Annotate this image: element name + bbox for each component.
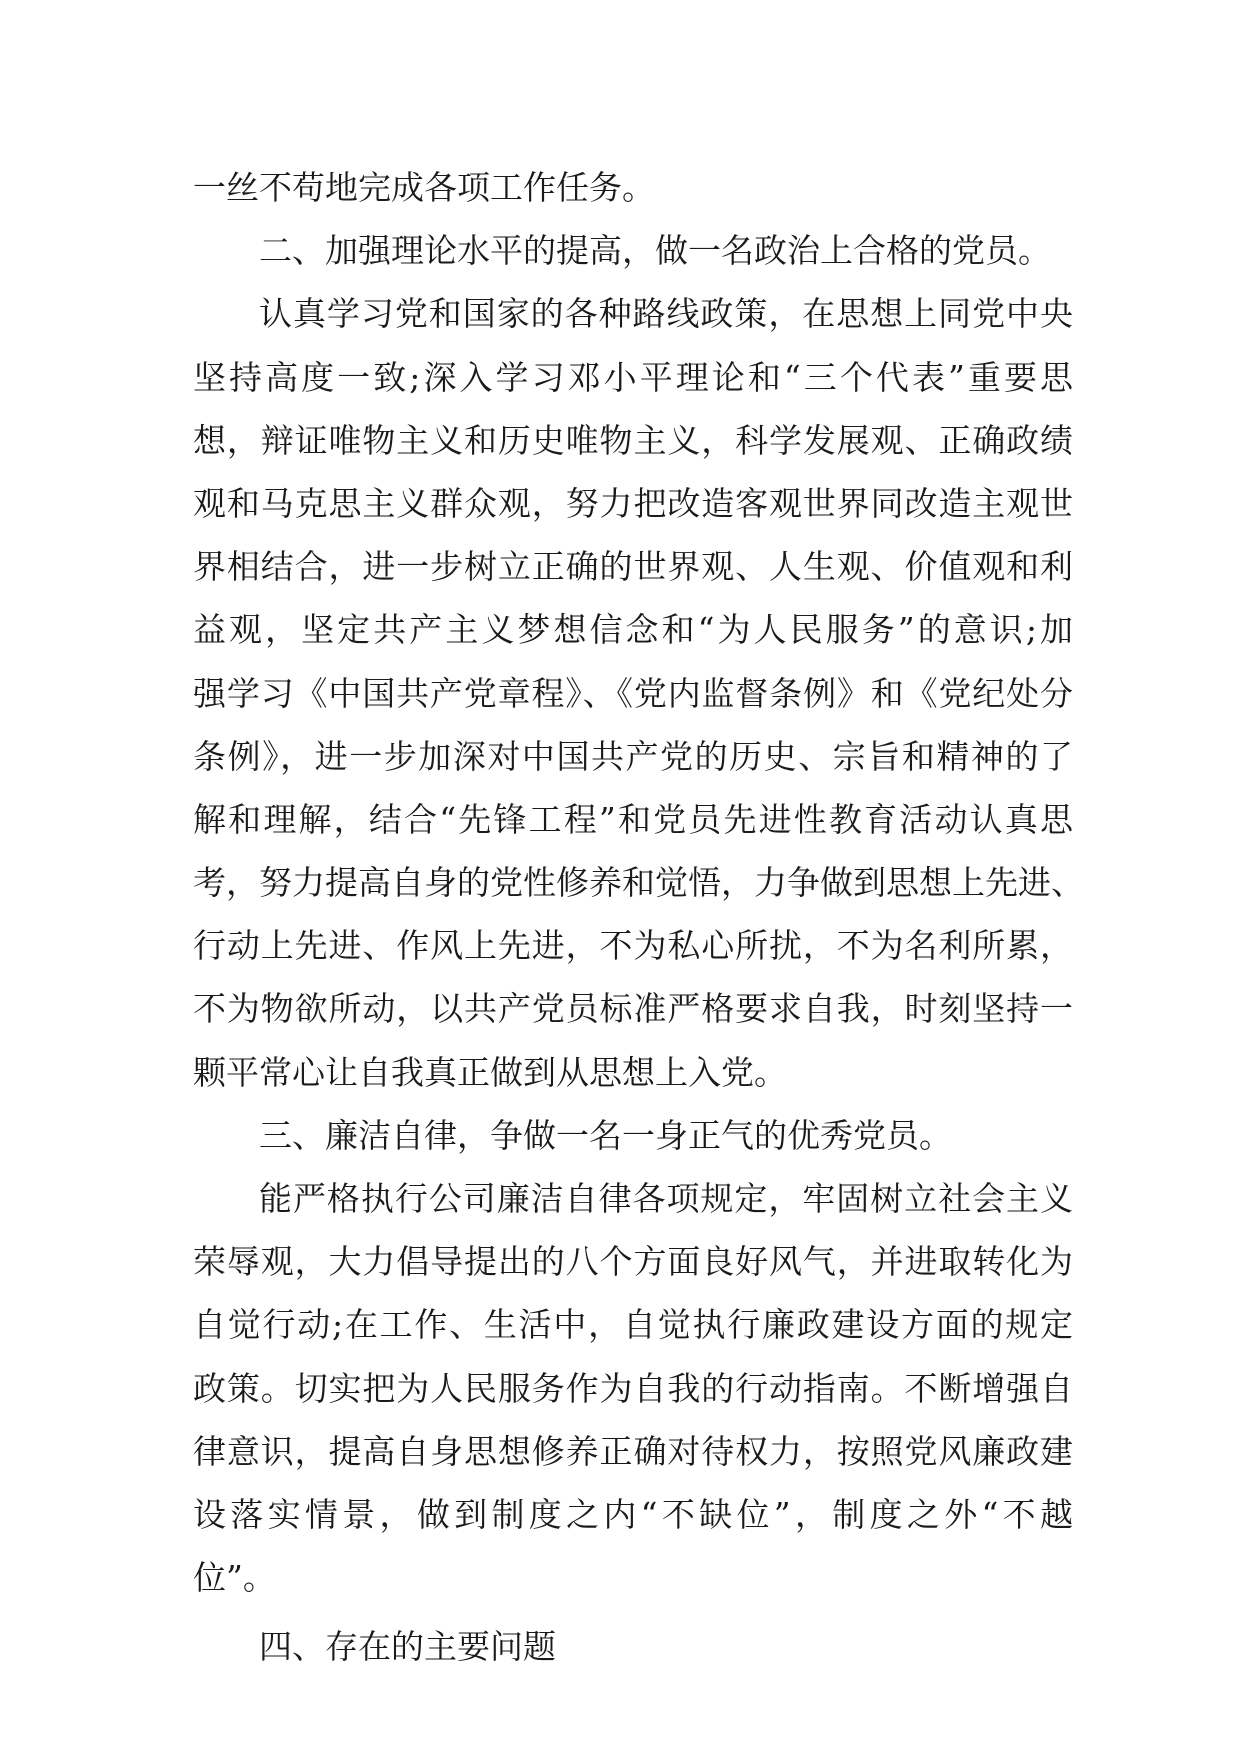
paragraph-line: 界相结合，进一步树立正确的世界观、人生观、价值观和利 [193, 547, 1073, 587]
paragraph-line: 认真学习党和国家的各种路线政策，在思想上同党中央 [259, 294, 1073, 334]
section-heading: 三、廉洁自律，争做一名一身正气的优秀党员。 [259, 1115, 952, 1155]
paragraph-line: 考，努力提高自身的党性修养和觉悟，力争做到思想上先进、 [193, 863, 1084, 903]
paragraph-line: 想，辩证唯物主义和历史唯物主义，科学发展观、正确政绩 [193, 420, 1073, 460]
paragraph-line: 荣辱观，大力倡导提出的八个方面良好风气，并进取转化为 [193, 1242, 1073, 1282]
paragraph-line: 解和理解，结合“先锋工程”和党员先进性教育活动认真思 [193, 799, 1073, 839]
document-body [193, 156, 1084, 1679]
paragraph-line: 强学习《中国共产党章程》、《党内监督条例》和《党纪处分 [193, 673, 1073, 713]
section-heading: 四、存在的主要问题 [259, 1627, 556, 1667]
paragraph-line: 条例》，进一步加深对中国共产党的历史、宗旨和精神的了 [193, 736, 1073, 776]
paragraph-line: 颗平常心让自我真正做到从思想上入党。 [193, 1052, 787, 1092]
paragraph-line: 自觉行动;在工作、生活中，自觉执行廉政建设方面的规定 [193, 1305, 1073, 1345]
paragraph-line: 律意识，提高自身思想修养正确对待权力，按照党风廉政建 [193, 1431, 1073, 1471]
paragraph-line: 坚持高度一致;深入学习邓小平理论和“三个代表”重要思 [193, 357, 1074, 397]
paragraph-line: 能严格执行公司廉洁自律各项规定，牢固树立社会主义 [259, 1179, 1073, 1218]
paragraph-line: 益观，坚定共产主义梦想信念和“为人民服务”的意识;加 [193, 610, 1073, 650]
paragraph-line: 行动上先进、作风上先进，不为私心所扰，不为名利所累， [193, 926, 1073, 966]
section-heading: 二、加强理论水平的提高，做一名政治上合格的党员。 [259, 231, 1051, 271]
paragraph-line: 不为物欲所动，以共产党员标准严格要求自我，时刻坚持一 [193, 989, 1073, 1029]
paragraph-line: 观和马克思主义群众观，努力把改造客观世界同改造主观世 [193, 483, 1073, 523]
paragraph-line: 设落实情景，做到制度之内“不缺位”，制度之外“不越 [193, 1494, 1073, 1534]
paragraph-line: 政策。切实把为人民服务作为自我的行动指南。不断增强自 [193, 1368, 1073, 1408]
paragraph-line: 位”。 [193, 1558, 276, 1598]
paragraph-line: 一丝不苟地完成各项工作任务。 [193, 168, 655, 207]
